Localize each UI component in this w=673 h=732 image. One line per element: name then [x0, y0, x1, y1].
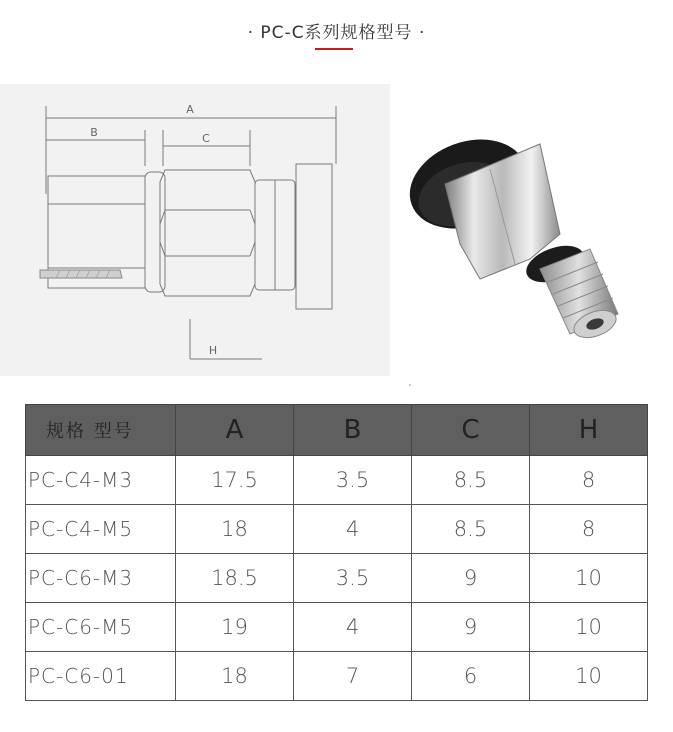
cell-h: 8 [530, 456, 648, 505]
cell-a: 17.5 [176, 456, 294, 505]
cell-model: PC-C4-M5 [26, 505, 176, 554]
cell-b: 4 [294, 505, 412, 554]
header-h: H [530, 405, 648, 456]
table-header-row [26, 405, 648, 456]
cell-b: 3.5 [294, 456, 412, 505]
spec-table [25, 404, 648, 701]
cell-b: 3.5 [294, 554, 412, 603]
label-a: A [186, 103, 194, 116]
table-row [26, 603, 648, 652]
label-b: B [90, 126, 98, 139]
header-a: A [176, 405, 294, 456]
cell-c: 9 [412, 603, 530, 652]
cell-b: 4 [294, 603, 412, 652]
title-underline [315, 48, 353, 50]
stray-dot [409, 384, 411, 386]
technical-drawing [0, 84, 390, 376]
cell-c: 9 [412, 554, 530, 603]
cell-a: 18 [176, 652, 294, 701]
cell-b: 7 [294, 652, 412, 701]
header-model: 规格 型号 [26, 405, 176, 456]
label-c: C [202, 132, 210, 145]
cell-c: 8.5 [412, 505, 530, 554]
cell-model: PC-C4-M3 [26, 456, 176, 505]
header-c: C [412, 405, 530, 456]
cell-h: 8 [530, 505, 648, 554]
label-h: H [208, 344, 218, 357]
cell-a: 19 [176, 603, 294, 652]
cell-model: PC-C6-01 [26, 652, 176, 701]
cell-model: PC-C6-M3 [26, 554, 176, 603]
cell-c: 8.5 [412, 456, 530, 505]
cell-c: 6 [412, 652, 530, 701]
cell-a: 18 [176, 505, 294, 554]
cell-h: 10 [530, 554, 648, 603]
header-b: B [294, 405, 412, 456]
cell-a: 18.5 [176, 554, 294, 603]
cell-h: 10 [530, 603, 648, 652]
page-title: · PC-C系列规格型号 · [247, 23, 426, 43]
product-photo [390, 84, 673, 376]
table-row [26, 456, 648, 505]
cell-model: PC-C6-M5 [26, 603, 176, 652]
table-row [26, 554, 648, 603]
table-row [26, 652, 648, 701]
table-row [26, 505, 648, 554]
cell-h: 10 [530, 652, 648, 701]
